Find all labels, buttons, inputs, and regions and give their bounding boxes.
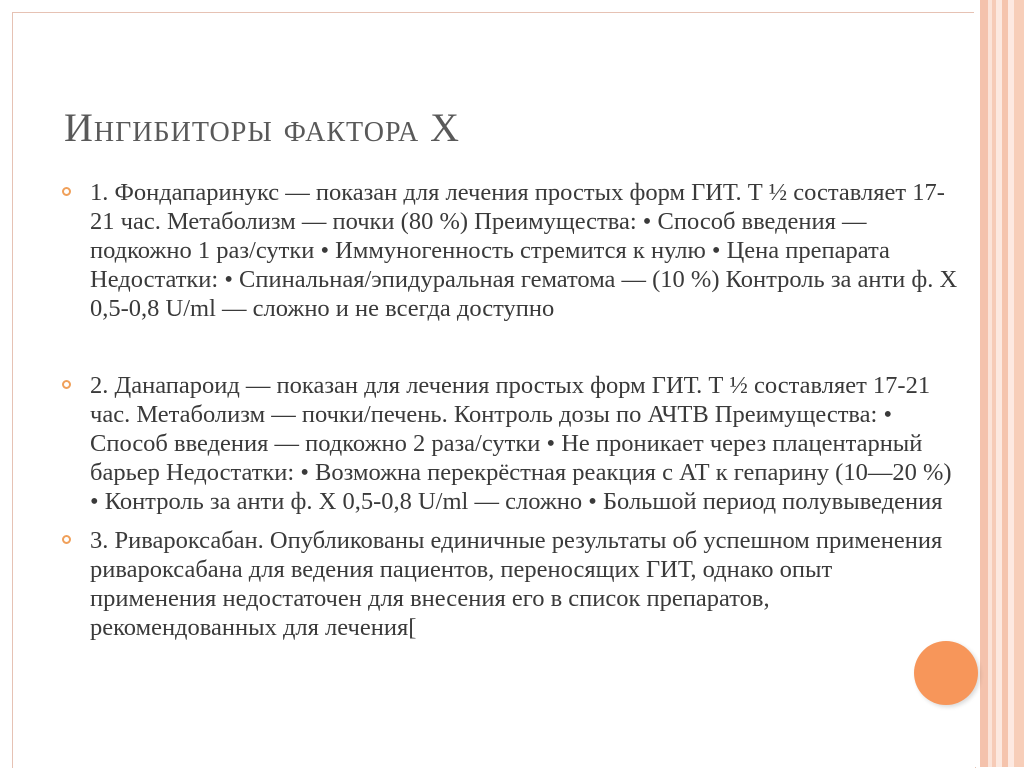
bullet-icon xyxy=(62,380,71,389)
list-item xyxy=(62,526,962,642)
slide-content xyxy=(62,178,962,642)
list-item-text: 3. Ривароксабан. Опубликованы единичные результаты об успешном применения ривароксабана для ведения пациентов, переносящих ГИТ, однако опыт применения недостаточен для внесения его в список препаратов, рекомендованных для лечения[ xyxy=(90,527,943,641)
list-item-text: 1. Фондапаринукс — показан для лечения простых форм ГИТ. Т ½ составляет 17-21 час. Метаболизм — почки (80 %) Преимущества: • Способ введения — подкожно 1 раз/сутки • Иммуногенность стремится к нулю • Цена препарата Недостатки: • Спинальная/эпидуральная гематома — (10 %) Контроль за анти ф. Х 0,5-0,8 U/ml — сложно и не всегда доступно xyxy=(90,179,958,322)
bullet-icon xyxy=(62,187,71,196)
list-item-text: 2. Данапароид — показан для лечения простых форм ГИТ. Т ½ составляет 17-21 час. Метаболизм — почки/печень. Контроль дозы по АЧТВ Преимущества: • Способ введения — подкожно 2 раза/сутки • Не проникает через плацентарный барьер Недостатки: • Возможна перекрёстная реакция с АТ к гепарину (10—20 %) • Контроль за анти ф. Х 0,5-0,8 U/ml — сложно • Большой период полувыведения xyxy=(90,372,952,515)
list-item xyxy=(62,178,962,323)
bullet-icon xyxy=(62,535,71,544)
decorative-circle xyxy=(914,641,978,705)
list-item xyxy=(62,371,962,516)
decorative-stripes xyxy=(974,0,1024,767)
slide-title: Ингибиторы фактора X xyxy=(64,105,461,150)
